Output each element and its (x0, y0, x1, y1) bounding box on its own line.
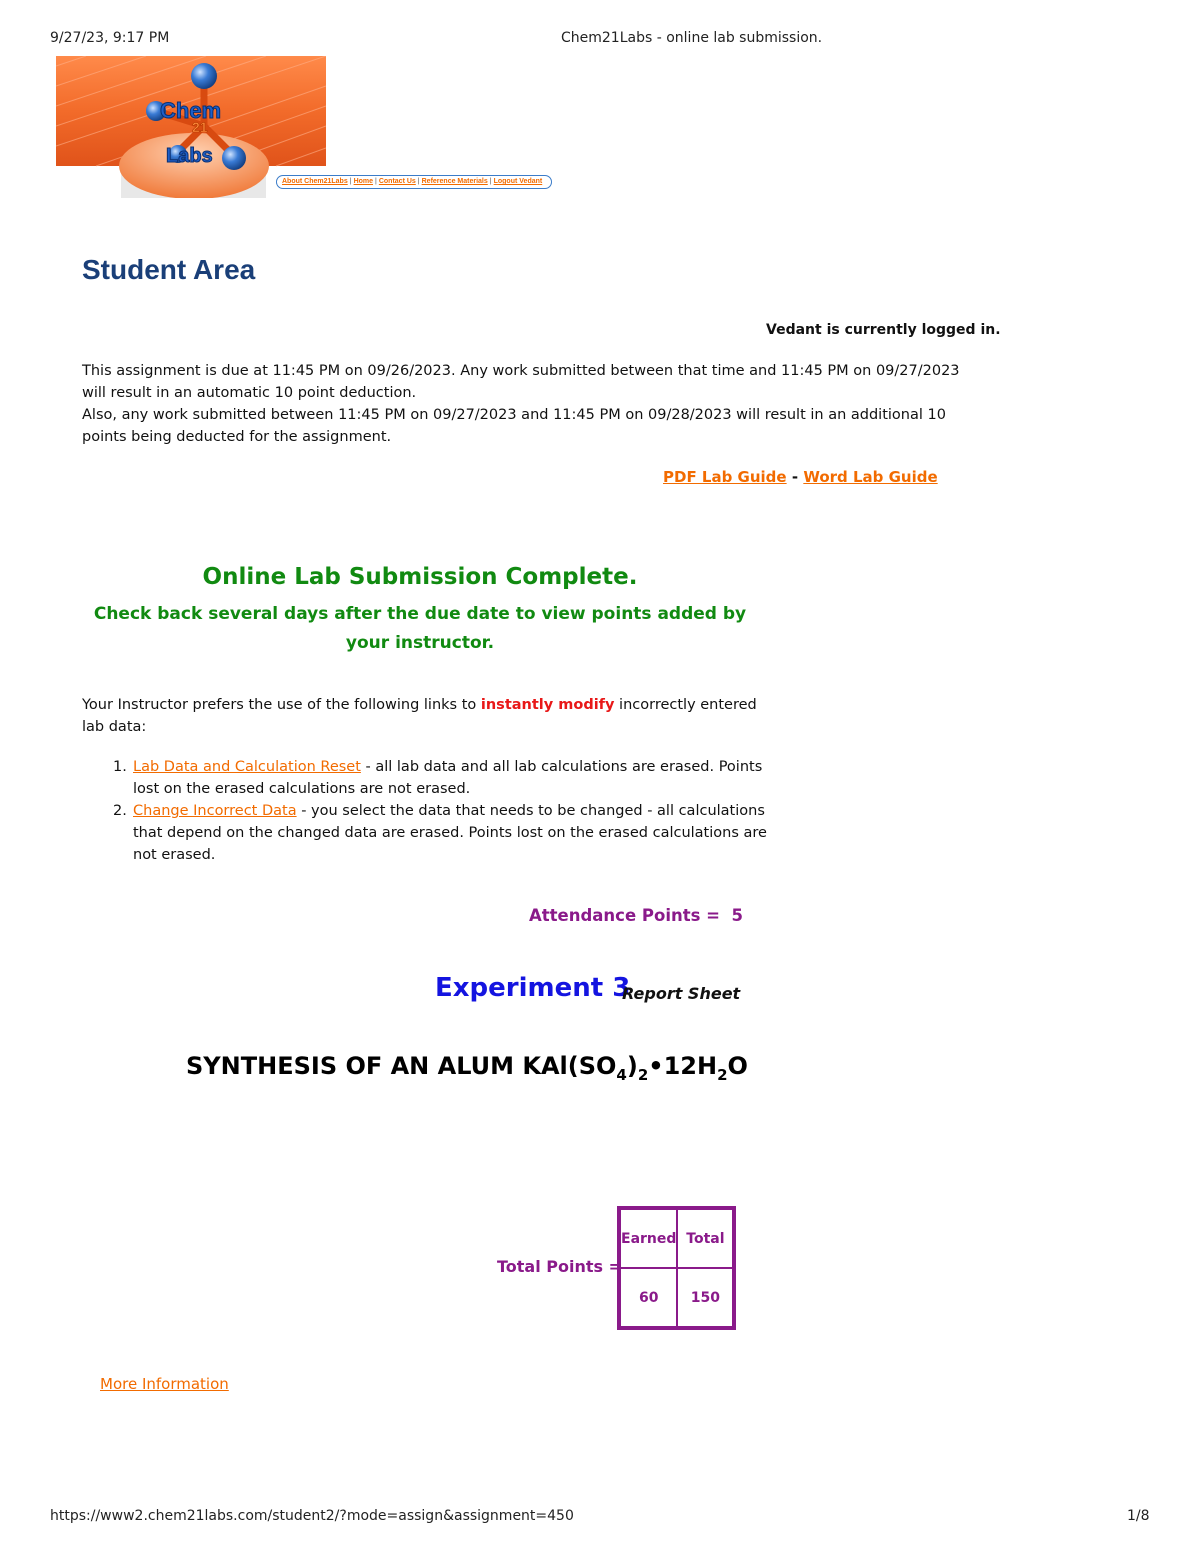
earned-value: 60 (620, 1268, 677, 1327)
due-notice (82, 360, 982, 448)
attendance-label: Attendance Points = (529, 906, 720, 925)
print-datetime: 9/27/23, 9:17 PM (50, 30, 170, 46)
due-notice-line2: Also, any work submitted between 11:45 PM on 09/27/2023 and 11:45 PM on 09/28/2023 will result in an additional 10 points being deducted for the assignment. (82, 407, 946, 445)
attendance-points (529, 906, 743, 925)
earned-header: Earned (620, 1209, 677, 1268)
pref-text-before: Your Instructor prefers the use of the following links to (82, 697, 481, 713)
print-page-title: Chem21Labs - online lab submission. (561, 30, 823, 46)
nav-home[interactable]: Home (353, 178, 374, 185)
list-item (113, 800, 772, 866)
nav-contact[interactable]: Contact Us (378, 178, 416, 185)
synth-sub2: 2 (637, 1066, 649, 1084)
pdf-lab-guide-link[interactable]: PDF Lab Guide (663, 468, 787, 486)
list-item (113, 756, 772, 800)
word-lab-guide-link[interactable]: Word Lab Guide (803, 468, 938, 486)
submission-subheading: Check back several days after the due date to view points added by your instructor. (93, 604, 747, 653)
more-information-link[interactable]: More Information (100, 1375, 229, 1393)
synth-sub1: 4 (616, 1066, 627, 1084)
nav-reference[interactable]: Reference Materials (421, 178, 488, 185)
instructor-preference (82, 694, 762, 738)
synth-prefix: SYNTHESIS OF AN ALUM KAl(SO (186, 1052, 617, 1080)
guides-separator: - (791, 468, 799, 486)
list-number: 1. (113, 759, 127, 775)
change-incorrect-data-link[interactable]: Change Incorrect Data (133, 803, 297, 819)
print-page-number: 1/8 (1127, 1508, 1150, 1524)
total-header: Total (677, 1209, 733, 1268)
pref-text-after: incorrectly entered lab data: (82, 697, 757, 735)
experiment-title: Experiment 3 (435, 973, 631, 1003)
attendance-value: 5 (731, 906, 743, 925)
synth-suffix: O (727, 1052, 748, 1080)
due-notice-line1: This assignment is due at 11:45 PM on 09/26/2023. Any work submitted between that time and 11:45 PM on 09/27/2023 will result in an automatic 10 point deduction. (82, 363, 960, 401)
submission-heading: Online Lab Submission Complete. (202, 564, 638, 590)
table-row (620, 1268, 733, 1327)
print-url: https://www2.chem21labs.com/student2/?mode=assign&assignment=450 (50, 1508, 574, 1524)
synth-mid2: •12H (648, 1052, 718, 1080)
logo-text-labs: Labs (166, 145, 213, 167)
pref-highlight: instantly modify (480, 697, 615, 713)
nav-logout[interactable]: Logout Vedant (493, 178, 543, 185)
lab-guides (663, 468, 938, 486)
modify-links-list (82, 756, 772, 866)
synthesis-title (186, 1052, 748, 1084)
report-sheet-label: Report Sheet (622, 984, 741, 1003)
login-status: Vedant is currently logged in. (766, 322, 1001, 338)
page-title: Student Area (82, 254, 256, 285)
nav-about[interactable]: About Chem21Labs (282, 178, 348, 185)
total-value: 150 (677, 1268, 733, 1327)
total-points-label: Total Points = (497, 1257, 623, 1276)
table-row (620, 1209, 733, 1268)
list-item-desc: - all lab data and all lab calculations are erased. Points lost on the erased calculations are not erased. (133, 759, 763, 797)
logo-text-21: 21 (192, 119, 208, 135)
list-number: 2. (113, 803, 127, 819)
synth-mid1: ) (626, 1052, 638, 1080)
points-table (617, 1206, 736, 1330)
lab-data-reset-link[interactable]: Lab Data and Calculation Reset (133, 759, 361, 775)
list-item-desc: - you select the data that needs to be changed - all calculations that depend on the changed data are erased. Points lost on the erased calculations are not erased. (133, 803, 767, 863)
synth-sub3: 2 (717, 1066, 728, 1084)
logo-text-chem: Chem (160, 98, 222, 123)
top-nav: About Chem21Labs | Home | Contact Us | Reference Materials | Logout Vedant (276, 175, 552, 189)
